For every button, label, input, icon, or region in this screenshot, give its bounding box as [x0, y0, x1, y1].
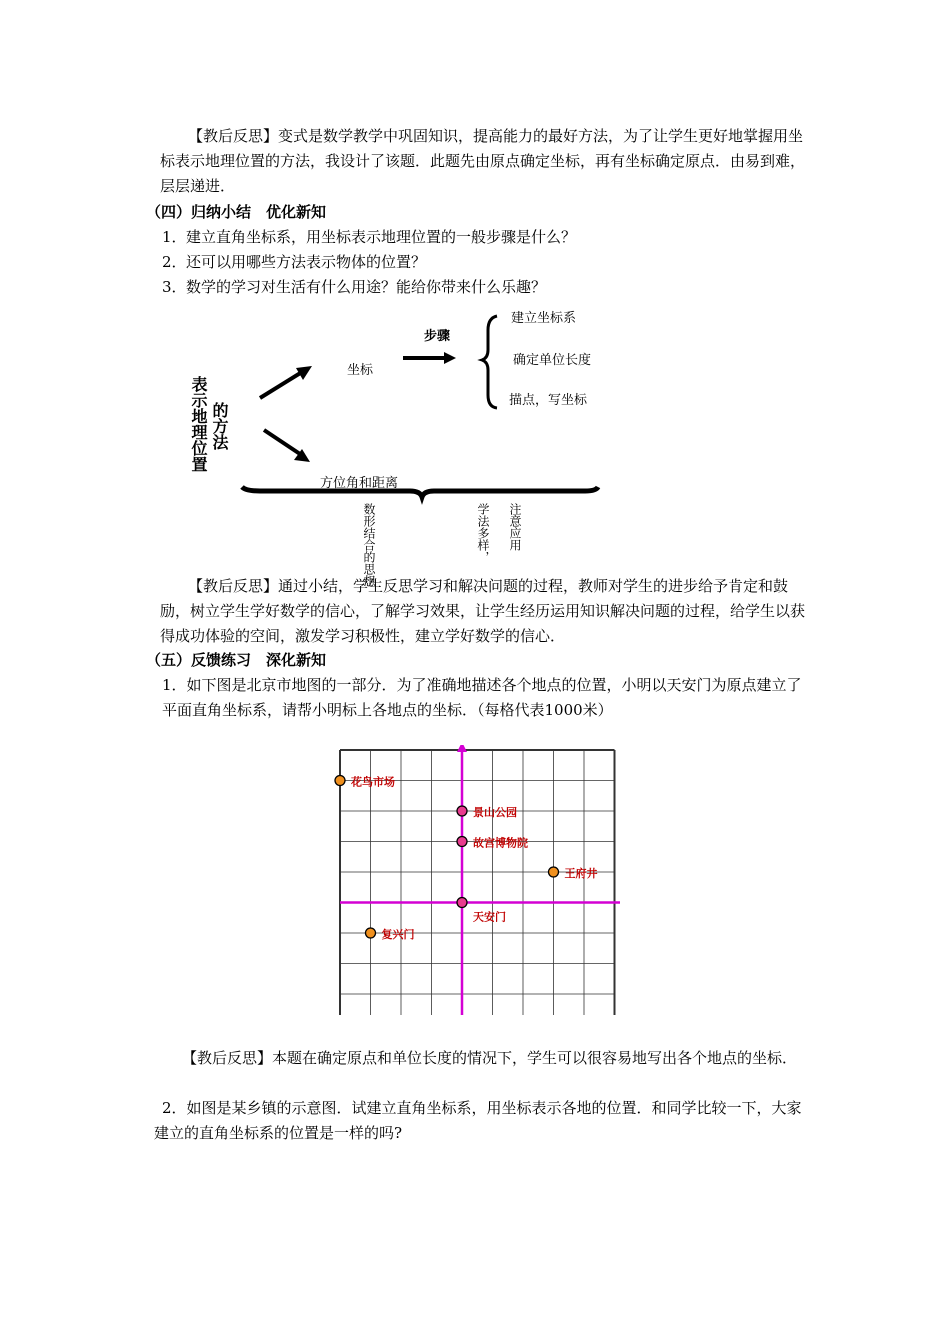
- list-item: [162, 250, 426, 274]
- place-label: 天安门: [473, 910, 506, 924]
- place-marker: [549, 867, 559, 877]
- section-4-heading: （四）归纳小结 优化新知: [146, 203, 327, 221]
- reflection-text: 本题在确定原点和单位长度的情况下，学生可以很容易地写出各个地点的坐标．: [272, 1049, 798, 1067]
- place-label: 复兴门: [381, 928, 415, 941]
- coord-label: 坐标: [347, 363, 374, 378]
- question-2: 2．如图是某乡镇的示意图．试建立直角坐标系，用坐标表示各地的位置．和同学比较一下，大家建立的直角坐标系的位置是一样的吗?: [154, 1099, 802, 1142]
- item-text: 建立直角坐标系，用坐标表示地理位置的一般步骤是什么？: [186, 228, 577, 246]
- map-grid: [330, 745, 620, 1015]
- list-item: [162, 275, 546, 299]
- diagram-left-label: 表示地理位置: [189, 376, 208, 472]
- place-label: 王府井: [564, 867, 598, 880]
- place-marker: [457, 806, 467, 816]
- bearing-label: 方位角和距离: [320, 476, 399, 491]
- reflection-text: 变式是数学教学中巩固知识，提高能力的最好方法，为了让学生更好地掌握用坐标表示地理位置的方法，我设计了该题．此题先由原点确定坐标，再有坐标确定原点．由易到难，层层递进．: [160, 127, 806, 195]
- note: 学法多样，: [476, 503, 490, 563]
- place-marker: [457, 898, 467, 908]
- reflection-1: [160, 124, 810, 199]
- reflection-2: [160, 574, 810, 649]
- place-marker: [335, 776, 345, 786]
- question-1: 1．如下图是北京市地图的一部分．为了准确地描述各个地点的位置，小明以天安门为原点建立了平面直角坐标系，请帮小明标上各地点的坐标．（每格代表1000米）: [162, 676, 802, 719]
- reflection-lead: 【教后反思】: [188, 577, 279, 595]
- item-text: 数学的学习对生活有什么用途？能给你带来什么乐趣？: [186, 278, 547, 296]
- place-marker: [366, 928, 376, 938]
- reflection-3: [154, 1046, 804, 1071]
- item-number: 1．: [162, 228, 187, 246]
- list-item: [162, 225, 576, 249]
- arrow-to-bearing: [264, 430, 300, 454]
- beijing-map: [330, 745, 620, 1015]
- steps-brace: [482, 316, 497, 408]
- step-item: 建立坐标系: [511, 311, 577, 326]
- place-marker: [457, 837, 467, 847]
- section-5-heading: （五）反馈练习 深化新知: [146, 651, 327, 669]
- reflection-lead: 【教后反思】: [182, 1049, 273, 1067]
- step-item: 确定单位长度: [513, 353, 592, 368]
- step-item: 描点，写坐标: [509, 393, 588, 408]
- item-text: 还可以用哪些方法表示物体的位置？: [186, 253, 427, 271]
- notes-brace: [242, 487, 598, 497]
- arrowhead-icon: [444, 352, 456, 364]
- note: 注意应用: [508, 503, 522, 551]
- steps-label: 步骤: [424, 329, 451, 344]
- place-label: 故宫博物院: [473, 836, 528, 850]
- arrowhead-icon: [294, 449, 310, 462]
- note: 数形结合的思想: [362, 503, 376, 587]
- diagram-left-label-2: 的方法: [210, 402, 229, 450]
- place-label: 景山公园: [473, 806, 517, 819]
- arrowhead-icon: [296, 366, 312, 380]
- item-number: 3．: [162, 278, 187, 296]
- item-number: 2．: [162, 253, 187, 271]
- y-axis-arrow-icon: [457, 745, 467, 752]
- place-label: 花鸟市场: [351, 775, 395, 789]
- reflection-text: 通过小结，学生反思学习和解决问题的过程，教师对学生的进步给予肯定和鼓励，树立学生学好数学的信心，了解学习效果，让学生经历运用知识解决问题的过程，给学生以获得成功体验的空间，激发学习积极性，建立学好数学的信心．: [160, 577, 806, 645]
- arrow-to-coord: [260, 372, 302, 398]
- reflection-lead: 【教后反思】: [188, 127, 279, 145]
